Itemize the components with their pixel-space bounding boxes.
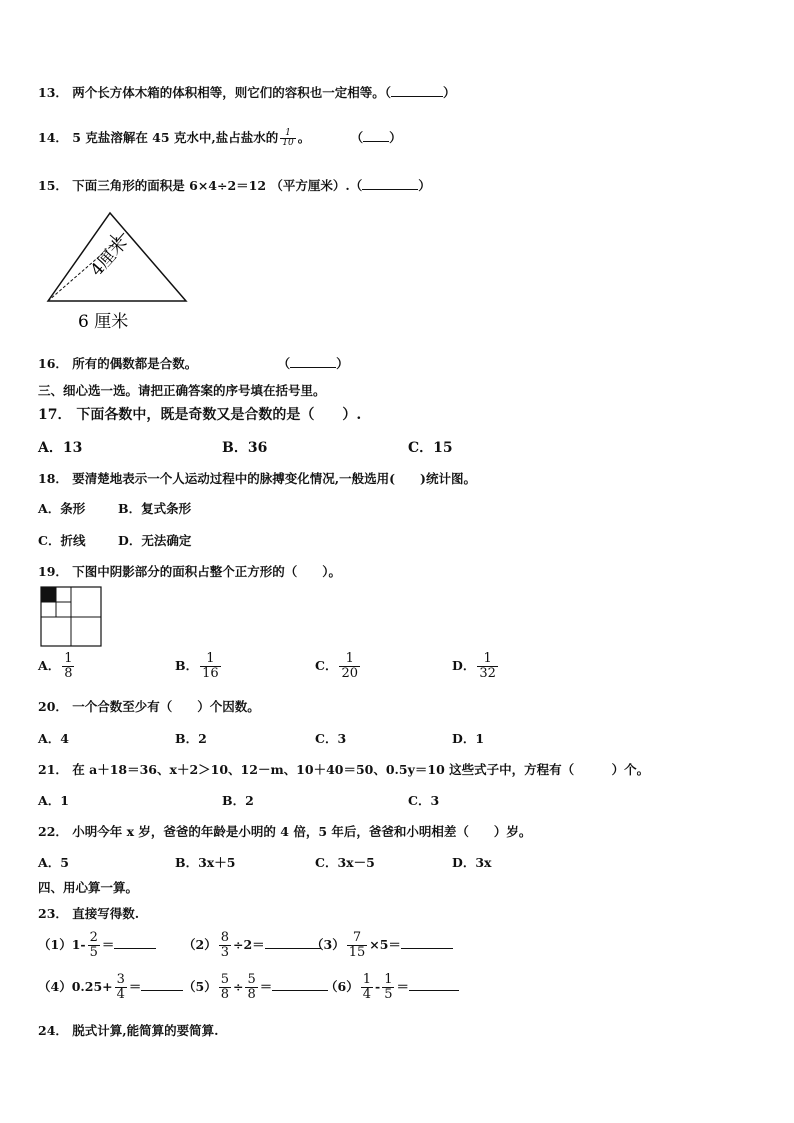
option-b[interactable]: B．复式条形 bbox=[118, 501, 192, 516]
question-text: 下面三角形的面积是 6×4÷2＝12 （平方厘米）.（ bbox=[72, 178, 363, 193]
question-19 bbox=[38, 562, 341, 580]
question-number: 15． bbox=[38, 178, 68, 193]
question-text: 下面各数中，既是奇数又是合数的是（ ）. bbox=[76, 407, 362, 423]
fraction: $\frac{1}{8}$ bbox=[64, 651, 73, 681]
option-c[interactable]: C．3 bbox=[408, 793, 440, 808]
side-label: 4厘米 bbox=[86, 233, 132, 281]
answer-blank[interactable] bbox=[114, 948, 156, 949]
question-text: 脱式计算,能简算的要简算. bbox=[72, 1023, 219, 1038]
fraction: $\frac{1}{32}$ bbox=[479, 651, 496, 681]
answer-blank[interactable] bbox=[391, 96, 443, 97]
base-label: 6 厘米 bbox=[78, 312, 129, 332]
calc-item-2: （2） $\frac{8}{3}$ ÷2＝ bbox=[183, 931, 321, 960]
option-b[interactable]: B．2 bbox=[175, 731, 207, 746]
calc-item-3: （3） $\frac{7}{15}$ ×5＝ bbox=[311, 931, 453, 960]
option-a[interactable]: A．4 bbox=[38, 731, 69, 746]
question-23 bbox=[38, 904, 139, 922]
calc-item-6: （6） $\frac{1}{4}$ - $\frac{1}{5}$ ＝ bbox=[325, 973, 459, 1002]
option-a[interactable]: A．5 bbox=[38, 855, 69, 870]
option-a[interactable]: A．1 bbox=[38, 793, 69, 808]
answer-blank[interactable] bbox=[401, 948, 453, 949]
question-number: 17． bbox=[38, 407, 72, 423]
calc-item-5: （5） $\frac{5}{8}$ ÷ $\frac{5}{8}$ ＝ bbox=[183, 973, 328, 1002]
question-text: 要清楚地表示一个人运动过程中的脉搏变化情况,一般选用( )统计图。 bbox=[72, 471, 476, 486]
question-22 bbox=[38, 822, 531, 840]
question-text: 小明今年 x 岁，爸爸的年龄是小明的 4 倍，5 年后，爸爸和小明相差（ ）岁。 bbox=[72, 824, 532, 839]
answer-blank[interactable] bbox=[362, 189, 418, 190]
question-number: 14． bbox=[38, 130, 68, 145]
question-number: 24． bbox=[38, 1023, 68, 1038]
question-number: 21． bbox=[38, 762, 68, 777]
question-number: 18． bbox=[38, 471, 68, 486]
option-d[interactable]: D．3x bbox=[452, 855, 492, 870]
option-d[interactable]: D．1 bbox=[452, 731, 485, 746]
question-text: 5 克盐溶解在 45 克水中,盐占盐水的 bbox=[72, 130, 279, 145]
option-d[interactable]: D．无法确定 bbox=[118, 533, 192, 548]
square-grid-figure bbox=[40, 586, 104, 648]
question-21 bbox=[38, 760, 649, 778]
section-heading: 三、细心选一选。请把正确答案的序号填在括号里。 bbox=[38, 383, 326, 398]
answer-blank[interactable] bbox=[272, 990, 328, 991]
answer-blank[interactable] bbox=[290, 367, 336, 368]
question-17 bbox=[38, 404, 361, 424]
option-a[interactable]: A．条形 bbox=[38, 501, 86, 516]
option-c[interactable]: C．3x－5 bbox=[315, 855, 375, 870]
fraction: $\frac{1}{10}$ bbox=[282, 128, 294, 148]
question-text: 下图中阴影部分的面积占整个正方形的（ ）。 bbox=[72, 564, 342, 579]
option-c[interactable]: C． $\frac{1}{20}$ bbox=[315, 651, 358, 681]
section-heading: 四、用心算一算。 bbox=[38, 880, 139, 895]
fraction: $\frac{1}{16}$ bbox=[202, 651, 219, 681]
option-b[interactable]: B．36 bbox=[222, 440, 268, 456]
answer-blank[interactable] bbox=[409, 990, 459, 991]
question-number: 22． bbox=[38, 824, 68, 839]
triangle-figure bbox=[38, 205, 198, 335]
fraction: $\frac{1}{20}$ bbox=[341, 651, 358, 681]
shaded-square bbox=[41, 587, 56, 602]
calc-item-4: （4）0.25+ $\frac{3}{4}$ ＝ bbox=[38, 973, 183, 1002]
question-number: 19． bbox=[38, 564, 68, 579]
question-text: 在 a＋18＝36、x＋2＞10、12－m、10＋40＝50、0.5y＝10 这些式子中，方程有（ ）个。 bbox=[72, 762, 650, 777]
option-c[interactable]: C．15 bbox=[408, 440, 453, 456]
question-13: 13． 两个长方体木箱的体积相等，则它们的容积也一定相等。（ ） bbox=[38, 85, 456, 100]
question-text: 所有的偶数都是合数。 bbox=[72, 356, 198, 371]
question-18 bbox=[38, 469, 476, 487]
question-15: 15． 下面三角形的面积是 6×4÷2＝12 （平方厘米）.（ ） bbox=[38, 178, 431, 193]
option-a[interactable]: A． $\frac{1}{8}$ bbox=[38, 651, 73, 681]
option-b[interactable]: B．2 bbox=[222, 793, 254, 808]
question-16: 16． 所有的偶数都是合数。 （ ） bbox=[38, 356, 349, 371]
question-24 bbox=[38, 1021, 218, 1039]
calc-item-1: （1）1- $\frac{2}{5}$ ＝ bbox=[38, 931, 156, 960]
question-text: 两个长方体木箱的体积相等，则它们的容积也一定相等。（ bbox=[72, 85, 392, 100]
option-b[interactable]: B．3x＋5 bbox=[175, 855, 236, 870]
question-number: 23． bbox=[38, 906, 68, 921]
question-number: 16． bbox=[38, 356, 68, 371]
question-text: 直接写得数. bbox=[72, 906, 140, 921]
question-20 bbox=[38, 697, 260, 715]
answer-blank[interactable] bbox=[363, 141, 389, 142]
question-number: 20． bbox=[38, 699, 68, 714]
answer-blank[interactable] bbox=[141, 990, 183, 991]
option-c[interactable]: C．3 bbox=[315, 731, 347, 746]
option-a[interactable]: A．13 bbox=[38, 440, 83, 456]
question-number: 13． bbox=[38, 85, 68, 100]
question-text: 一个合数至少有（ ）个因数。 bbox=[72, 699, 260, 714]
question-14: 14． 5 克盐溶解在 45 克水中,盐占盐水的 $\frac{1}{10}$ 。 （ ） bbox=[38, 128, 402, 148]
option-c[interactable]: C．折线 bbox=[38, 533, 86, 548]
option-b[interactable]: B． $\frac{1}{16}$ bbox=[175, 651, 219, 681]
option-d[interactable]: D． $\frac{1}{32}$ bbox=[452, 651, 496, 681]
